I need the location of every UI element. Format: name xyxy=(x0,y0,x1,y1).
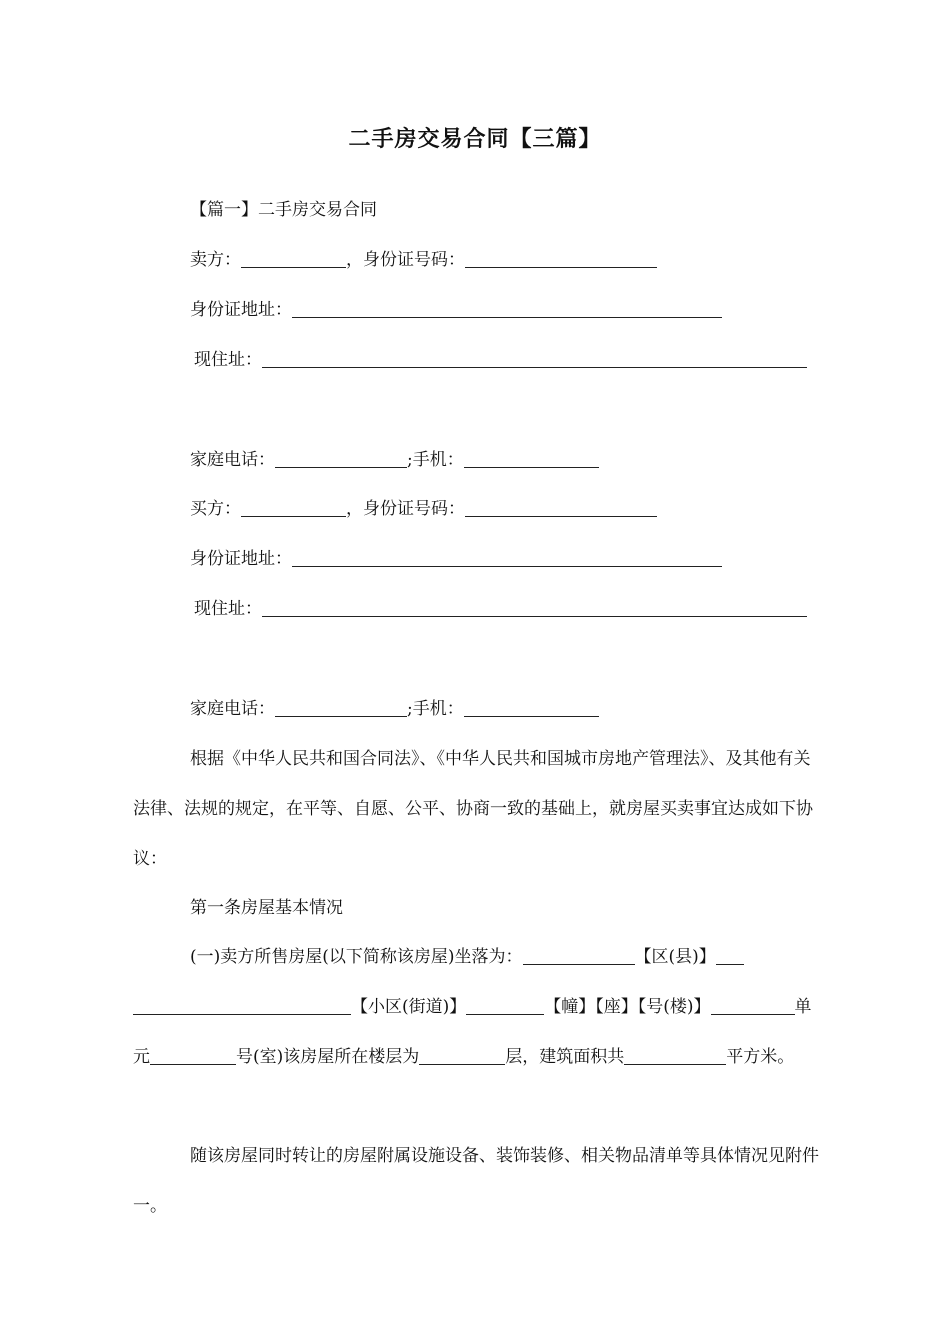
intro-paragraph: 根据《中华人民共和国合同法》、《中华人民共和国城市房地产管理法》、及其他有关法律、法规的规定，在平等、自愿、公平、协商一致的基础上，就房屋买卖事宜达成如下协议： xyxy=(133,749,813,869)
seller-line xyxy=(190,248,657,272)
buyer-id-address-line xyxy=(190,547,722,571)
area-blank-b[interactable] xyxy=(700,1046,726,1065)
section-heading: 【篇一】二手房交易合同 xyxy=(190,200,377,220)
building-blank-a[interactable] xyxy=(711,996,751,1015)
unit-blank[interactable] xyxy=(150,1046,236,1065)
floor-blank[interactable] xyxy=(419,1046,505,1065)
seller-current-address-blank[interactable] xyxy=(262,349,807,368)
community-blank[interactable] xyxy=(466,996,544,1015)
community-label: 【小区(街道)】 xyxy=(351,997,467,1017)
buyer-id-address-label: 身份证地址： xyxy=(190,549,292,569)
article1-title: 第一条房屋基本情况 xyxy=(190,898,343,918)
appendix-note: 随该房屋同时转让的房屋附属设施设备、装饰装修、相关物品清单等具体情况见附件一。 xyxy=(133,1146,819,1216)
buyer-current-address-line xyxy=(194,597,807,621)
buyer-name-blank[interactable] xyxy=(241,498,346,517)
buyer-label: 买方： xyxy=(190,499,241,519)
seller-id-address-label: 身份证地址： xyxy=(190,300,292,320)
buyer-id-blank[interactable] xyxy=(465,498,657,517)
buyer-mobile-blank[interactable] xyxy=(464,698,599,717)
district-blank-b[interactable] xyxy=(133,996,351,1015)
seller-id-address-line xyxy=(190,298,722,322)
buyer-phone-blank[interactable] xyxy=(275,698,407,717)
floor-label: 层，建筑面积共 xyxy=(505,1047,625,1067)
seller-phone-line xyxy=(190,448,599,472)
seller-mobile-label: ;手机： xyxy=(407,450,464,470)
clause1-location-label: (一)卖方所售房屋(以下简称该房屋)坐落为： xyxy=(190,947,523,967)
buyer-id-address-blank[interactable] xyxy=(292,548,722,567)
unit-label: 单元 xyxy=(133,997,812,1067)
area-blank-a[interactable] xyxy=(624,1046,700,1065)
building-blank-b[interactable] xyxy=(751,996,795,1015)
buyer-line xyxy=(190,497,657,521)
seller-label: 卖方： xyxy=(190,250,241,270)
seller-id-label: ，身份证号码： xyxy=(346,250,465,270)
document-title: 二手房交易合同【三篇】 xyxy=(348,127,602,152)
buyer-id-label: ，身份证号码： xyxy=(346,499,465,519)
location-blank[interactable] xyxy=(523,946,635,965)
district-label: 【区(县)】 xyxy=(634,947,716,967)
buyer-current-address-blank[interactable] xyxy=(262,598,807,617)
seller-name-blank[interactable] xyxy=(241,249,346,268)
buyer-current-address-label: 现住址： xyxy=(194,599,262,619)
buyer-phone-line xyxy=(190,697,599,721)
area-label: 平方米。 xyxy=(726,1047,795,1067)
room-label: 号(室)该房屋所在楼层为 xyxy=(236,1047,420,1067)
seller-id-blank[interactable] xyxy=(465,249,657,268)
seller-current-address-label: 现住址： xyxy=(194,350,262,370)
building-label: 【幢】【座】【号(楼)】 xyxy=(544,997,711,1017)
seller-id-address-blank[interactable] xyxy=(292,299,722,318)
buyer-phone-label: 家庭电话： xyxy=(190,699,275,719)
buyer-mobile-label: ;手机： xyxy=(407,699,464,719)
clause1-paragraph xyxy=(133,932,821,1082)
seller-phone-blank[interactable] xyxy=(275,449,407,468)
seller-mobile-blank[interactable] xyxy=(464,449,599,468)
district-blank-a[interactable] xyxy=(716,946,744,965)
seller-phone-label: 家庭电话： xyxy=(190,450,275,470)
seller-current-address-line xyxy=(194,348,807,372)
